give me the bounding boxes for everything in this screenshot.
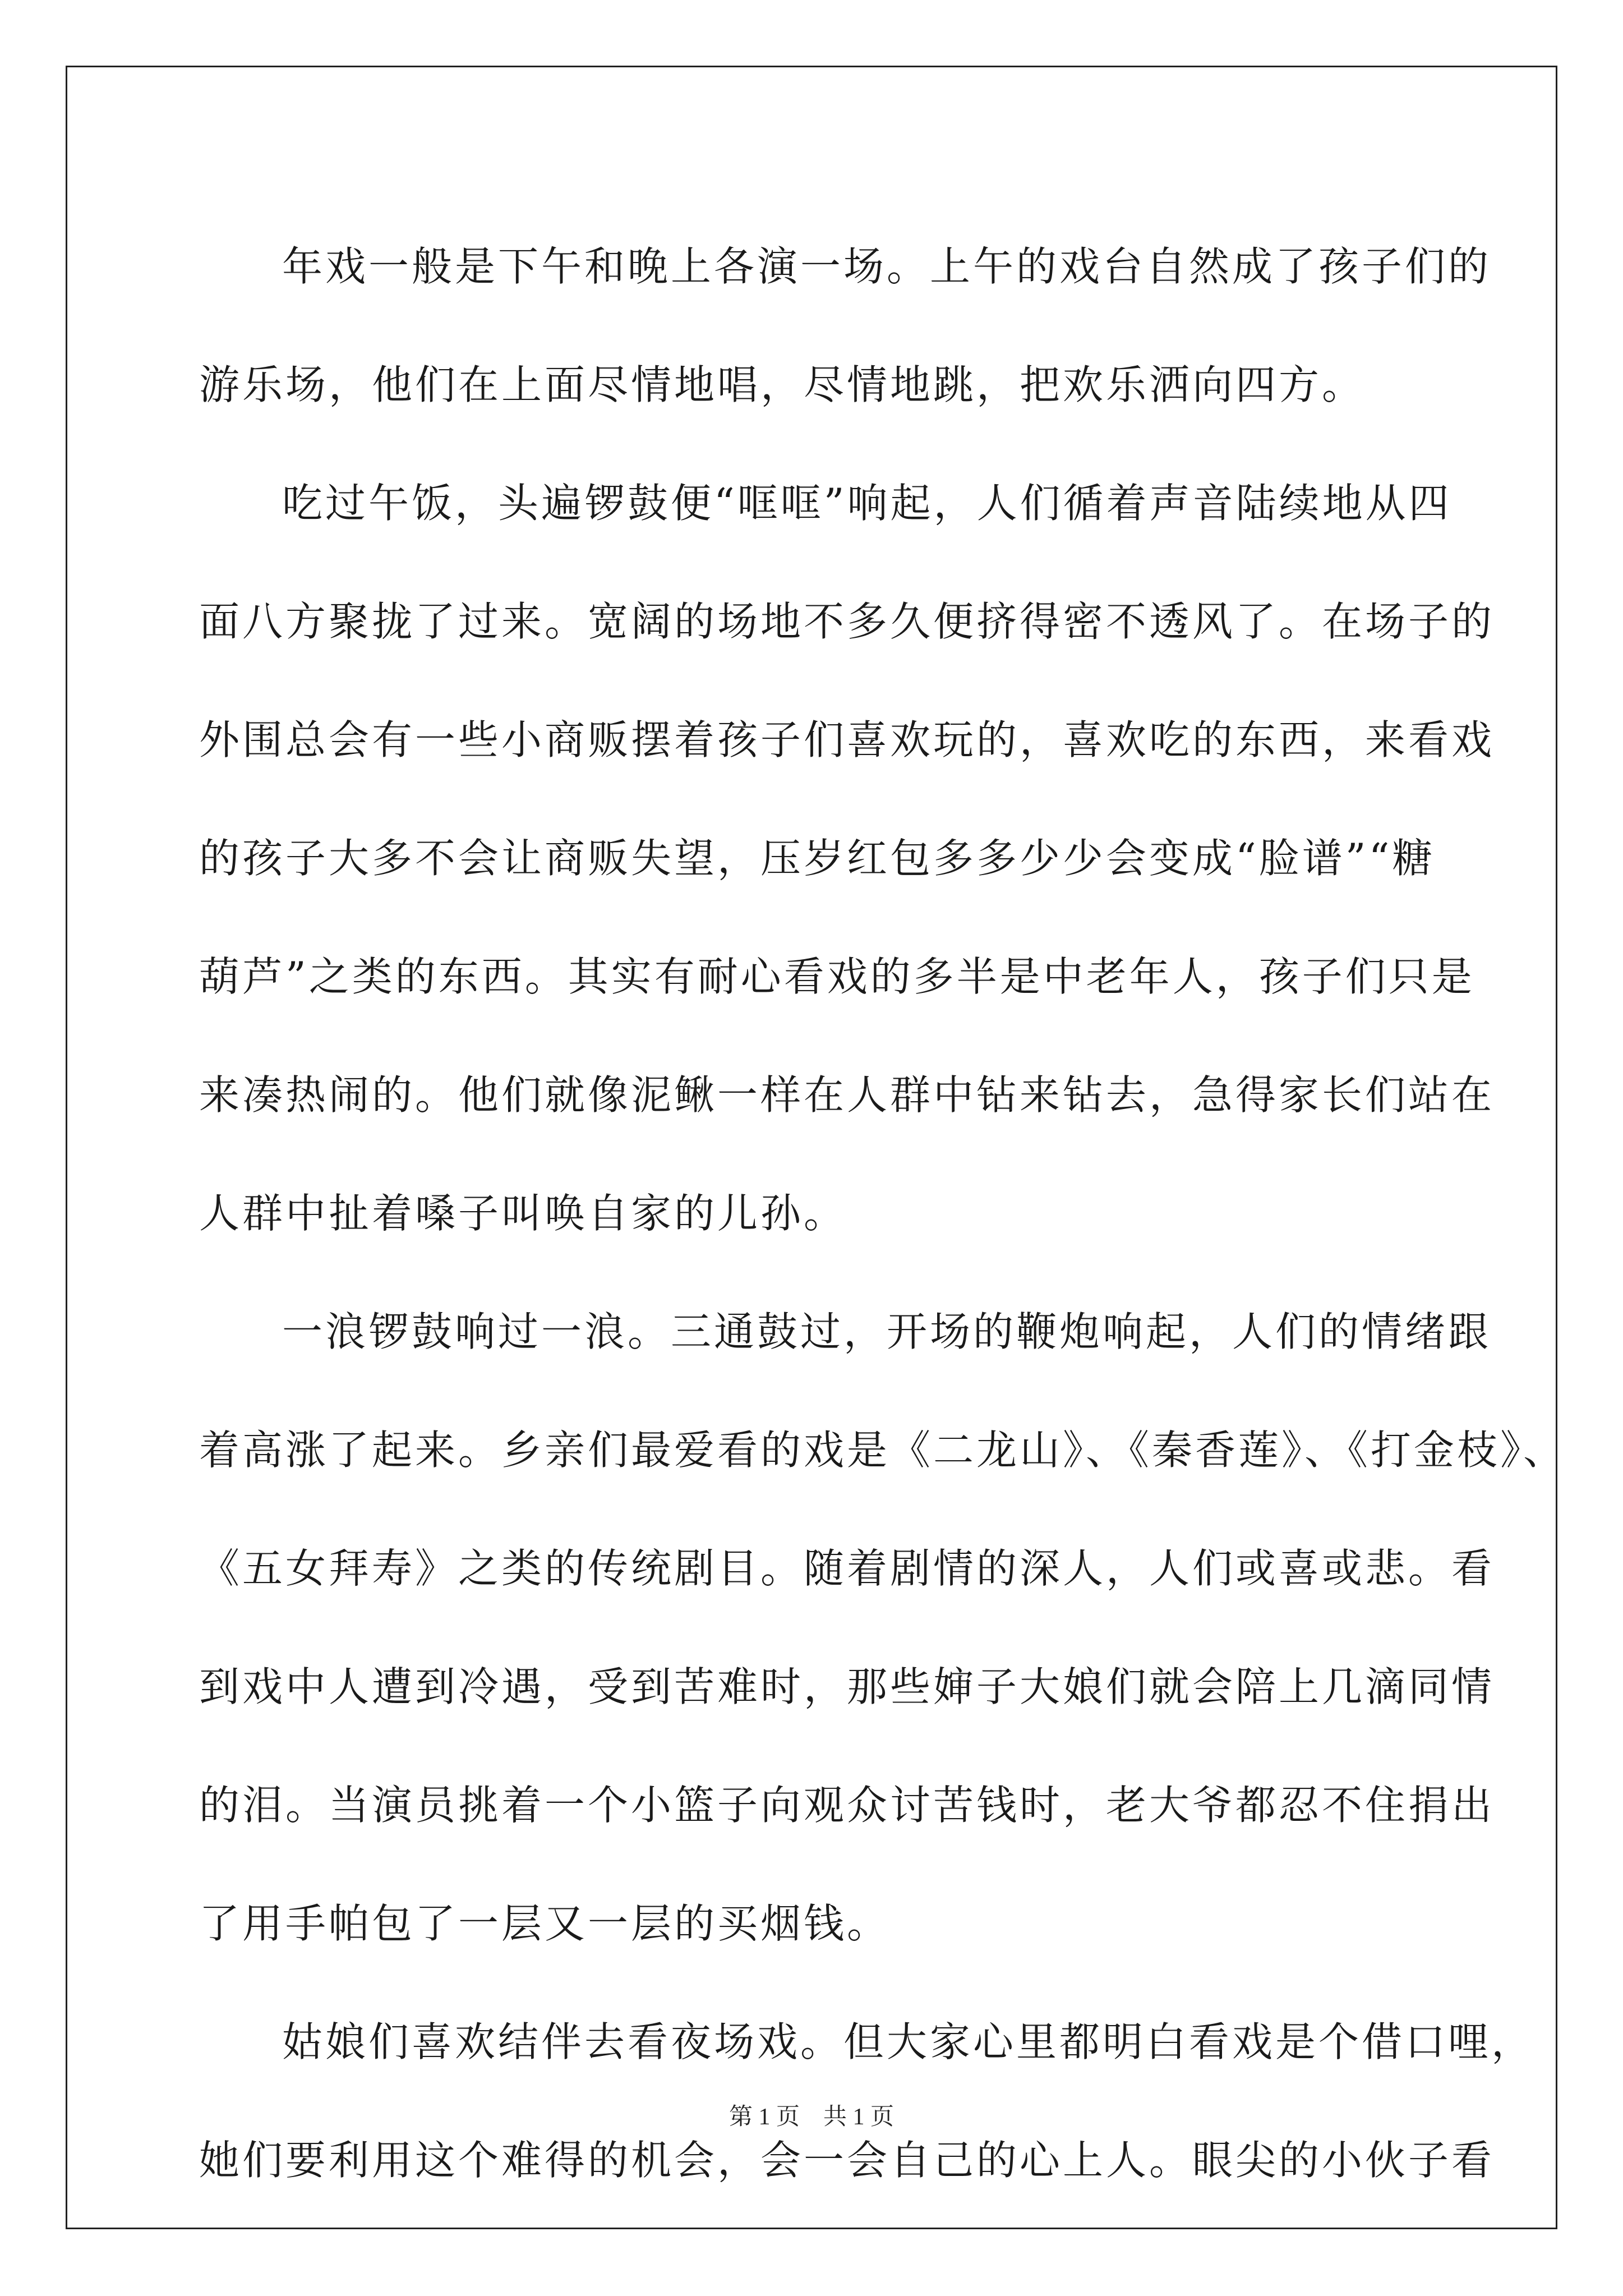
text-line: 外围总会有一些小商贩摆着孩子们喜欢玩的，喜欢吃的东西，来看戏 — [199, 716, 1495, 763]
text-line: 姑娘们喜欢结伴去看夜场戏。但大家心里都明白看戏是个借口哩， — [282, 2018, 1535, 2065]
text-line: 的泪。当演员挑着一个小篮子向观众讨苦钱时，老大爷都忍不住捐出 — [199, 1782, 1495, 1829]
text-line: 她们要利用这个难得的机会，会一会自己的心上人。眼尖的小伙子看 — [199, 2137, 1495, 2184]
text-line: 人群中扯着嗓子叫唤自家的儿孙。 — [199, 1190, 847, 1237]
text-line: 着高涨了起来。乡亲们最爱看的戏是《二龙山》、《秦香莲》、《打金枝》、 — [199, 1427, 1567, 1474]
text-line: 面八方聚拢了过来。宽阔的场地不多久便挤得密不透风了。在场子的 — [199, 598, 1495, 645]
page-number-footer: 第 1 页 共 1 页 — [728, 2104, 894, 2130]
text-line: 到戏中人遭到冷遇，受到苦难时，那些婶子大娘们就会陪上几滴同情 — [199, 1663, 1495, 1710]
text-line: 一浪锣鼓响过一浪。三通鼓过，开场的鞭炮响起，人们的情绪跟 — [282, 1308, 1492, 1355]
document-body — [199, 208, 1567, 2220]
paragraph-1 — [199, 208, 1492, 444]
paragraph-2 — [199, 444, 1495, 1273]
text-line: 吃过午饭，头遍锣鼓便“哐哐”响起，人们循着声音陆续地从四 — [282, 480, 1452, 527]
text-line: 的孩子大多不会让商贩失望，压岁红包多多少少会变成“脸谱”“糖 — [199, 835, 1436, 882]
text-line: 了用手帕包了一层又一层的买烟钱。 — [199, 1900, 891, 1947]
paragraph-3 — [199, 1273, 1567, 1983]
text-line: 葫芦”之类的东西。其实有耐心看戏的多半是中老年人，孩子们只是 — [199, 953, 1475, 1000]
text-line: 游乐场，他们在上面尽情地唱，尽情地跳，把欢乐洒向四方。 — [199, 361, 1366, 408]
text-line: 年戏一般是下午和晚上各演一场。上午的戏台自然成了孩子们的 — [282, 243, 1492, 290]
text-line: 《五女拜寿》之类的传统剧目。随着剧情的深人，人们或喜或悲。看 — [199, 1545, 1495, 1592]
text-line: 来凑热闹的。他们就像泥鳅一样在人群中钻来钻去，急得家长们站在 — [199, 1071, 1495, 1119]
